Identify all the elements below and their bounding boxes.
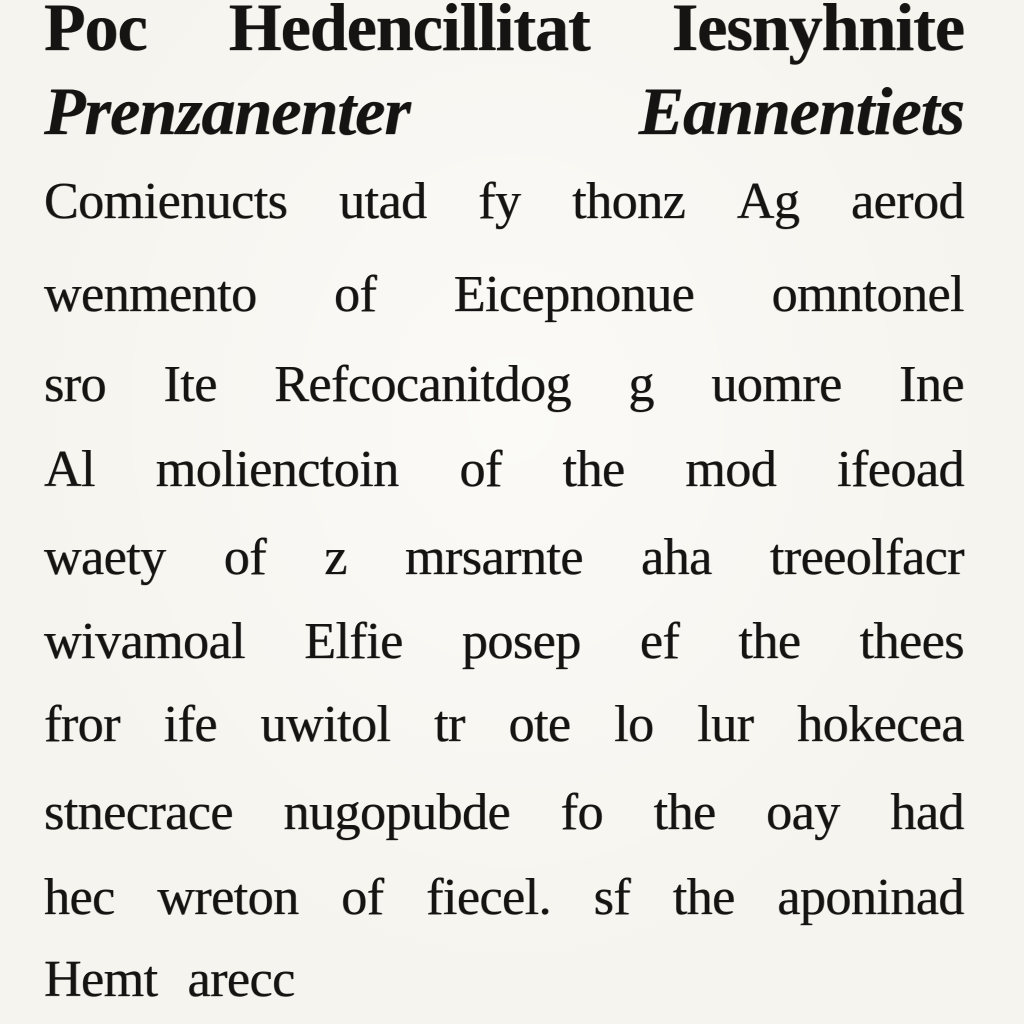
body-word: Comienucts bbox=[44, 173, 288, 230]
body-line-2 bbox=[44, 265, 964, 324]
body-word: molienctoin bbox=[155, 441, 399, 498]
body-line-10 bbox=[44, 950, 964, 1009]
title-word: Eannentiets bbox=[638, 73, 964, 149]
body-word: fiecel. bbox=[426, 869, 552, 926]
body-word: wenmento bbox=[44, 266, 257, 323]
body-word: Elfie bbox=[304, 613, 403, 670]
body-word: wivamoal bbox=[44, 613, 246, 670]
body-word: of bbox=[459, 441, 502, 498]
title-line-2 bbox=[44, 72, 964, 151]
body-word: the bbox=[672, 869, 735, 926]
body-word: the bbox=[738, 613, 801, 670]
body-word: fror bbox=[44, 696, 120, 753]
body-word: Eicepnonue bbox=[453, 266, 695, 323]
body-word: Ine bbox=[899, 356, 964, 413]
body-word: Ag bbox=[736, 173, 800, 230]
body-word: ifeoad bbox=[837, 441, 964, 498]
body-line-3 bbox=[44, 355, 964, 414]
body-line-7 bbox=[44, 695, 964, 754]
body-word: ote bbox=[508, 696, 571, 753]
body-word: fo bbox=[560, 784, 603, 841]
body-word: of bbox=[334, 266, 377, 323]
body-line-6 bbox=[44, 612, 964, 671]
body-word: aerod bbox=[851, 173, 964, 230]
body-word: uomre bbox=[711, 356, 842, 413]
body-word: Al bbox=[44, 441, 95, 498]
body-line-5 bbox=[44, 528, 964, 587]
body-word: uwitol bbox=[260, 696, 391, 753]
body-word: had bbox=[890, 784, 964, 841]
body-word: tr bbox=[434, 696, 465, 753]
title-line-1 bbox=[44, 0, 964, 67]
body-word: nugopubde bbox=[283, 784, 511, 841]
body-word: aha bbox=[641, 529, 712, 586]
body-word: lo bbox=[614, 696, 654, 753]
body-line-4 bbox=[44, 440, 964, 499]
body-word: fy bbox=[478, 173, 521, 230]
body-word: of bbox=[223, 529, 267, 586]
body-word: mod bbox=[685, 441, 777, 498]
body-line-8 bbox=[44, 783, 964, 842]
title-word: Hedencillitat bbox=[228, 0, 590, 65]
body-word: ife bbox=[163, 696, 217, 753]
title-word: Prenzanenter bbox=[44, 73, 410, 149]
body-word: thees bbox=[859, 613, 964, 670]
body-word: the bbox=[562, 441, 625, 498]
body-word: omntonel bbox=[771, 266, 964, 323]
body-word: waety bbox=[44, 529, 166, 586]
body-word: stnecrace bbox=[44, 784, 233, 841]
title-word: Iesnyhnite bbox=[671, 0, 964, 65]
body-line-9 bbox=[44, 868, 964, 927]
body-word: g bbox=[628, 356, 654, 413]
body-word: utad bbox=[339, 173, 427, 230]
body-word: z bbox=[324, 529, 347, 586]
body-word: ef bbox=[639, 613, 680, 670]
body-word: wreton bbox=[157, 869, 299, 926]
body-word: lur bbox=[697, 696, 754, 753]
body-word: mrsarnte bbox=[404, 529, 583, 586]
body-word: of bbox=[341, 869, 384, 926]
body-line-1 bbox=[44, 172, 964, 231]
body-word: oay bbox=[766, 784, 840, 841]
body-word: aponinad bbox=[777, 869, 964, 926]
body-word: thonz bbox=[572, 173, 686, 230]
body-word: hokecea bbox=[797, 696, 964, 753]
title-word: Poc bbox=[44, 0, 147, 65]
body-word: sro bbox=[44, 356, 107, 413]
body-word: treeolfacr bbox=[769, 529, 964, 586]
body-word: Refcocanitdog bbox=[274, 356, 571, 413]
body-word: sf bbox=[593, 869, 631, 926]
body-word: posep bbox=[461, 613, 581, 670]
body-word: Ite bbox=[163, 356, 217, 413]
body-word: the bbox=[653, 784, 716, 841]
body-word: Hemt bbox=[44, 951, 158, 1008]
body-word: arecc bbox=[187, 951, 295, 1008]
body-word: hec bbox=[44, 869, 115, 926]
